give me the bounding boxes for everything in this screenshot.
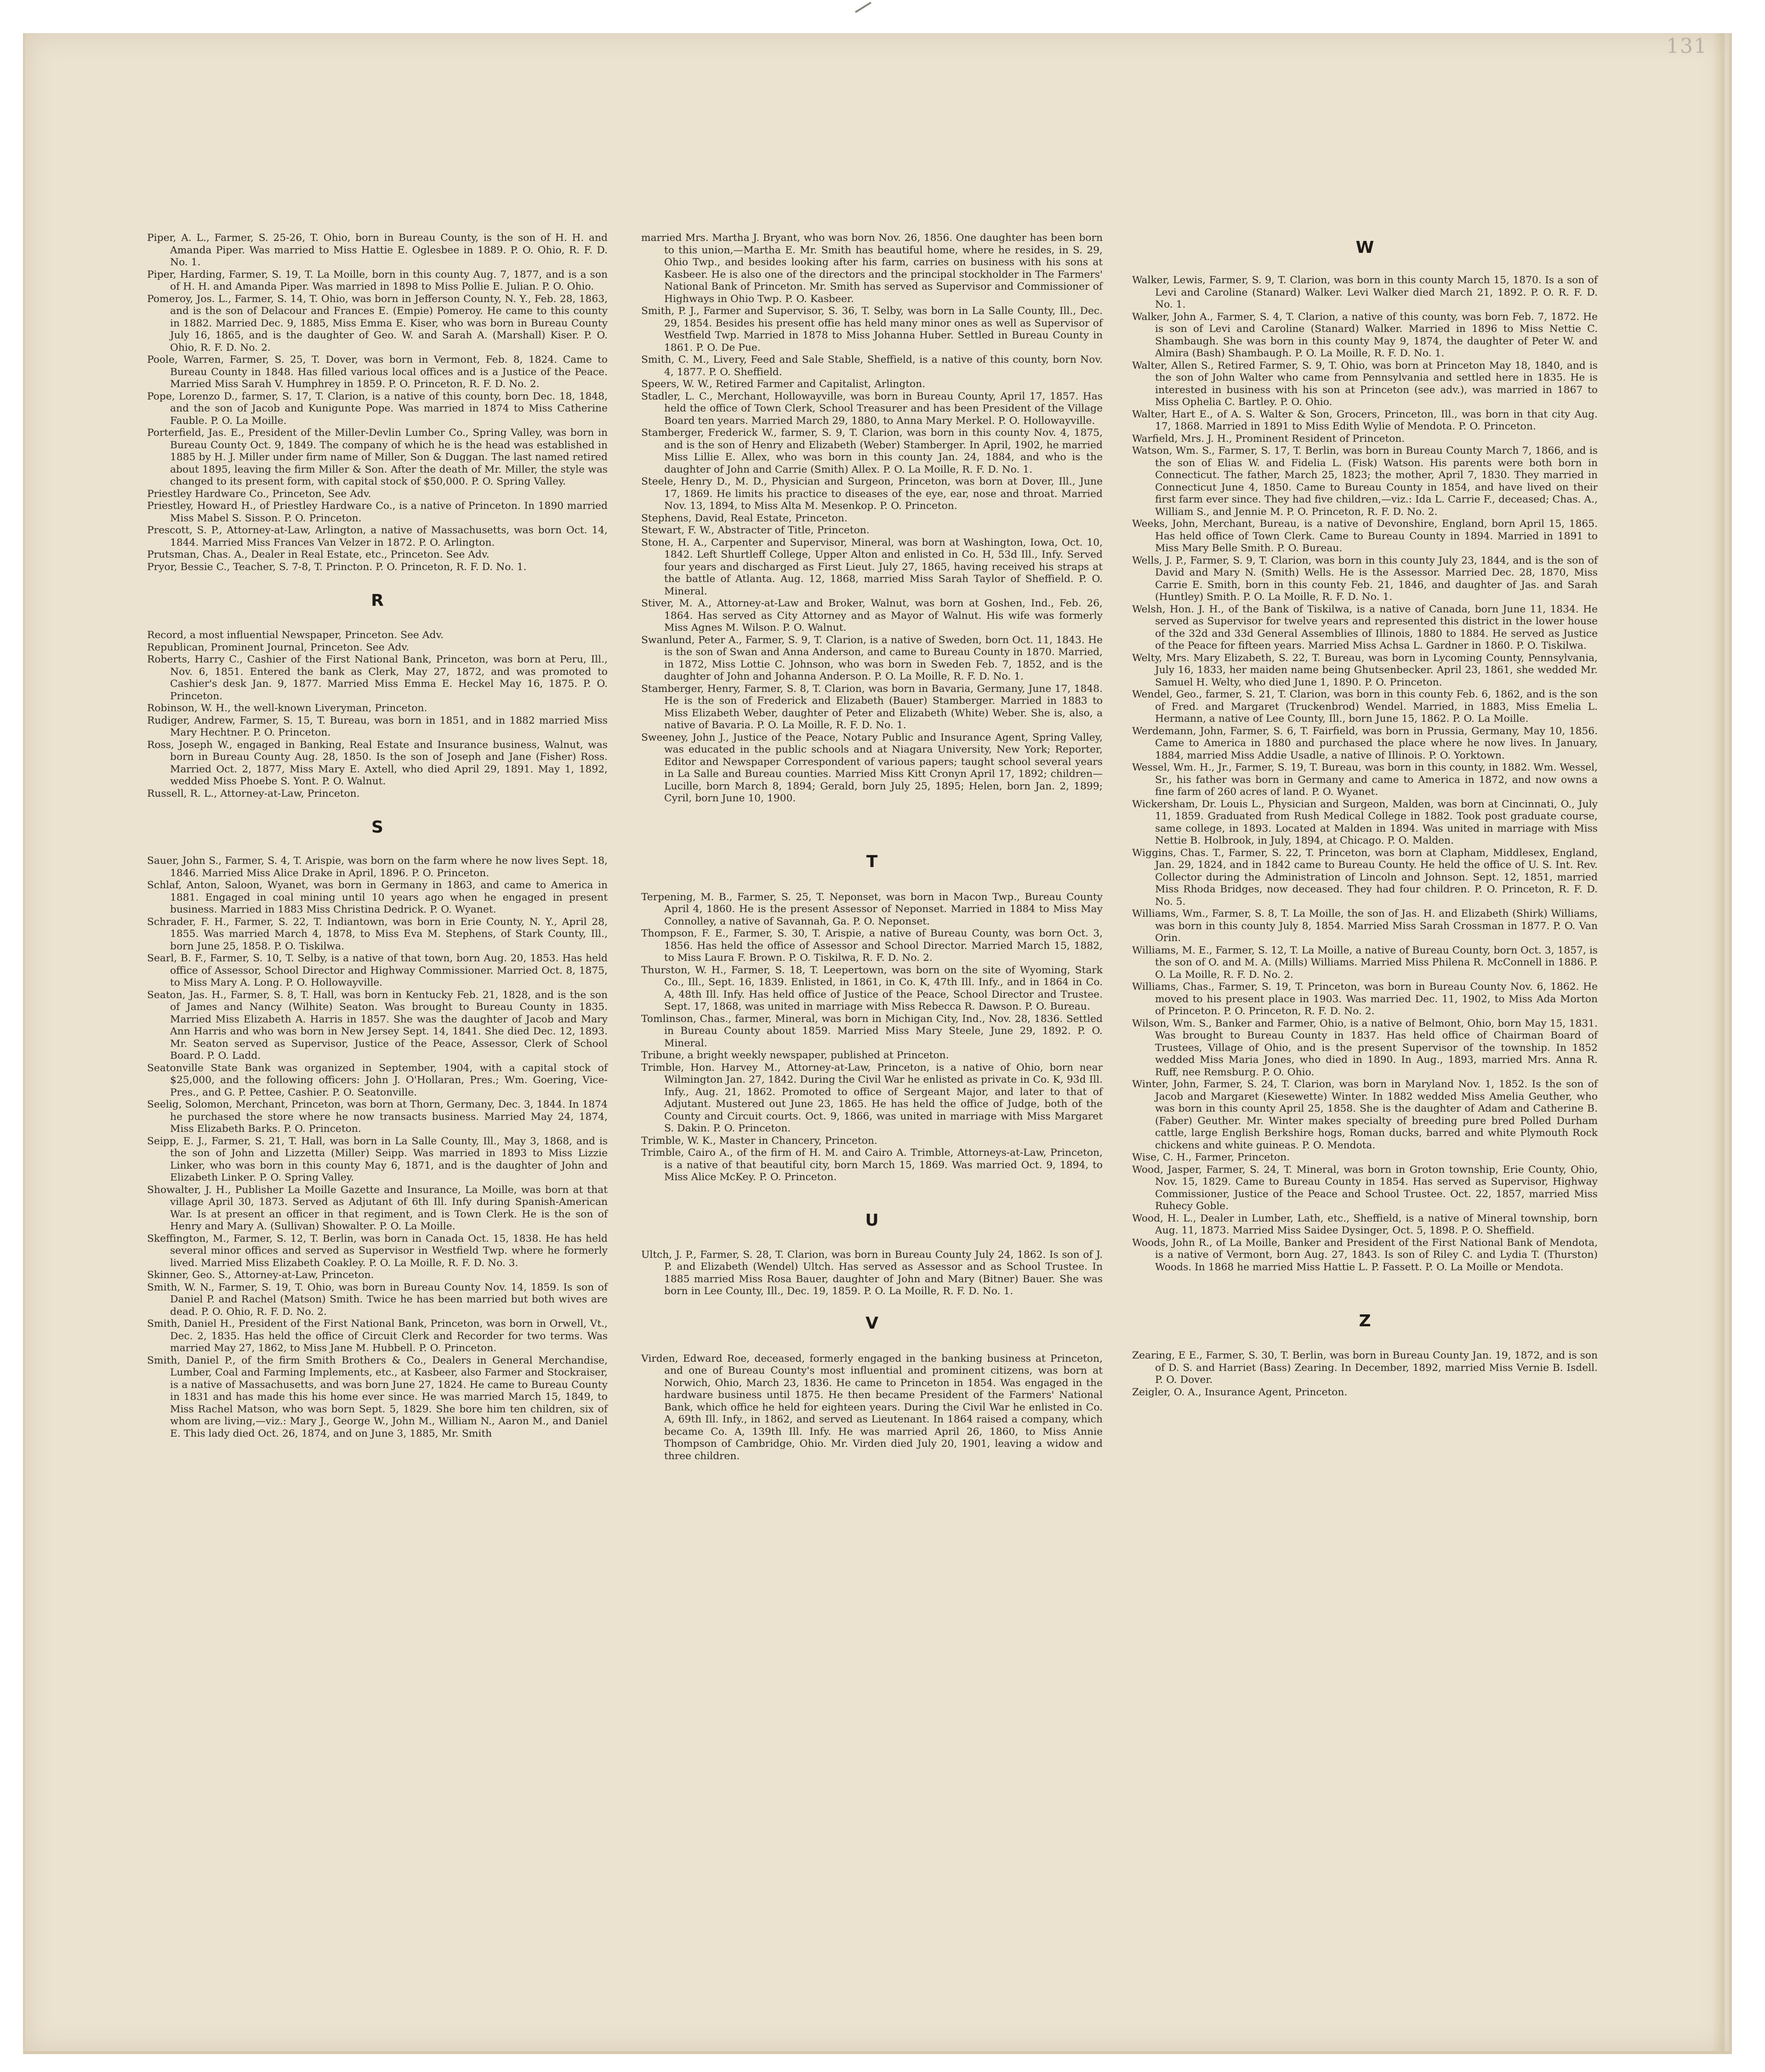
directory-entry: Wood, H. L., Dealer in Lumber, Lath, etc., Sheffield, is a native of Mineral township, born Aug. 11, 1873. Married Miss Saidee Dysinger, Oct. 5, 1898. P. O. Sheffield. (1132, 1212, 1598, 1236)
directory-entry: Schlaf, Anton, Saloon, Wyanet, was born in Germany in 1863, and came to America in 1881. Engaged in coal mining until 10 years ago when he engaged in present business. Married in 1883 Miss Christina Dedrick. P. O. Wyanet. (147, 879, 608, 915)
directory-entry: Welsh, Hon. J. H., of the Bank of Tiskilwa, is a native of Canada, born June 11, 1834. He served as Supervisor for twelve years and represented this district in the lower house of the 32d and 33d General Assemblies of Illinois, 1880 to 1884. He served as Justice of the Peace for fifteen years. Married Miss Achsa L. Gardner in 1860. P. O. Tiskilwa. (1132, 603, 1598, 651)
directory-entry: Searl, B. F., Farmer, S. 10, T. Selby, is a native of that town, born Aug. 20, 1853. Has held office of Assessor, School Director and Highway Commissioner. Married Oct. 8, 1875, to Miss Mary A. Long. P. O. Hollowayville. (147, 953, 608, 988)
directory-entry: Wickersham, Dr. Louis L., Physician and Surgeon, Malden, was born at Cincinnati, O., July 11, 1859. Graduated from Rush Medical College in 1882. Took post graduate course, same college, in 1893. Located at Malden in 1894. Was united in marriage with Miss Nettie B. Holbrook, in July, 1894, at Chicago. P. O. Malden. (1132, 798, 1598, 846)
directory-entry: Schrader, F. H., Farmer, S. 22, T. Indiantown, was born in Erie County, N. Y., April 28, 1855. Was married March 4, 1878, to Miss Eva M. Stephens, of Stark County, Ill., born June 25, 1858. P. O. Tiskilwa. (147, 916, 608, 952)
directory-entry: Zearing, E E., Farmer, S. 30, T. Berlin, was born in Bureau County Jan. 19, 1872, and is son of D. S. and Harriet (Bass) Zearing. In December, 1892, married Miss Vernie B. Isdell. P. O. Dover. (1132, 1350, 1598, 1386)
directory-entry: Williams, M. E., Farmer, S. 12, T. La Moille, a native of Bureau County, born Oct. 3, 1857, is the son of O. and M. A. (Mills) Williams. Married Miss Philena R. McConnell in 1886. P. O. La Moille, R. F. D. No. 2. (1132, 944, 1598, 981)
directory-entry: Sauer, John S., Farmer, S. 4, T. Arispie, was born on the farm where he now lives Sept. 18, 1846. Married Miss Alice Drake in April, 1896. P. O. Princeton. (147, 855, 608, 879)
directory-entry: Wendel, Geo., farmer, S. 21, T. Clarion, was born in this county Feb. 6, 1862, and is the son of Fred. and Margaret (Truckenbrod) Wendel. Married, in 1883, Miss Emelia L. Hermann, a native of Lee County, Ill., born June 15, 1862. P. O. La Moille. (1132, 689, 1598, 725)
directory-entry: Republican, Prominent Journal, Princeton. See Adv. (147, 641, 409, 653)
section-heading-s: S (371, 818, 383, 837)
section-heading-z: Z (1359, 1312, 1371, 1330)
directory-entry: Thompson, F. E., Farmer, S. 30, T. Arispie, a native of Bureau County, was born Oct. 3, 1856. Has held the office of Assessor and School Director. Married March 15, 1882, to Miss Laura F. Brown. P. O. Tiskilwa, R. F. D. No. 2. (641, 928, 1103, 964)
directory-entry: Speers, W. W., Retired Farmer and Capitalist, Arlington. (641, 378, 926, 390)
directory-entry: Stadler, L. C., Merchant, Hollowayville, was born in Bureau County, April 17, 1857. Has held the office of Town Clerk, School Treasurer and has been President of the Village Board ten years. Married March 29, 1880, to Anna Mary Merkel. P. O. Hollowayville. (641, 390, 1103, 427)
directory-entry: Skeffington, M., Farmer, S. 12, T. Berlin, was born in Canada Oct. 15, 1838. He has held several minor offices and served as Supervisor in Westfield Twp. where he formerly lived. Married Miss Elizabeth Coakley. P. O. La Moille, R. F. D. No. 3. (147, 1233, 608, 1269)
directory-entry: Virden, Edward Roe, deceased, formerly engaged in the banking business at Princeton, and one of Bureau County's most influential and prominent citizens, was born at Norwich, Ohio, March 23, 1836. He came to Princeton in 1854. Was engaged in the hardware business until 1875. He then became President of the Farmers' National Bank, which office he held for eighteen years. During the Civil War he enlisted in Co. A, 69th Ill. Infy., in 1862, and served as Lieutenant. In 1864 raised a company, which became Co. A, 139th Ill. Infy. He was married April 26, 1860, to Miss Annie Thompson of Cambridge, Ohio. Mr. Virden died July 20, 1901, leaving a widow and three children. (641, 1353, 1103, 1462)
column-1 (147, 232, 608, 1440)
directory-entry: Weeks, John, Merchant, Bureau, is a native of Devonshire, England, born April 15, 1865. Has held office of Town Clerk. Came to Bureau County in 1894. Married in 1891 to Miss Mary Belle Smith. P. O. Bureau. (1132, 518, 1598, 554)
directory-entry: Prutsman, Chas. A., Dealer in Real Estate, etc., Princeton. See Adv. (147, 549, 490, 560)
directory-entry: Werdemann, John, Farmer, S. 6, T. Fairfield, was born in Prussia, Germany, May 10, 1856. Came to America in 1880 and purchased the place where he now lives. In January, 1884, married Miss Addie Usadle, a native of Illinois. P. O. Yorktown. (1132, 725, 1598, 761)
directory-entry: Watson, Wm. S., Farmer, S. 17, T. Berlin, was born in Bureau County March 7, 1866, and is the son of Elias W. and Fidelia L. (Fisk) Watson. His parents were both born in Connecticut. The father, March 25, 1823; the mother, April 7, 1830. They married in Connecticut June 4, 1850. Came to Bureau County in 1854, and have lived on their first farm ever since. They had five children,—viz.: Ida L. Carrie F., deceased; Chas. A., William S., and Jennie M. P. O. Princeton, R. F. D. No. 2. (1132, 445, 1598, 518)
directory-entry: Thurston, W. H., Farmer, S. 18, T. Leepertown, was born on the site of Wyoming, Stark Co., Ill., Sept. 16, 1839. Enlisted, in 1861, in Co. K, 47th Ill. Infy., and in 1864 in Co. A, 48th Ill. Infy. Has held office of Justice of the Peace, School Director and Trustee. Sept. 17, 1868, was united in marriage with Miss Rebecca R. Dawson. P. O. Bureau. (641, 964, 1103, 1012)
directory-entry: Pryor, Bessie C., Teacher, S. 7-8, T. Princton. P. O. Princeton, R. F. D. No. 1. (147, 561, 527, 573)
directory-entry: Stamberger, Frederick W., farmer, S. 9, T. Clarion, was born in this county Nov. 4, 1875, and is the son of Henry and Elizabeth (Weber) Stamberger. In April, 1902, he married Miss Lillie E. Allex, who was born in this county Jan. 24, 1884, and who is the daughter of John and Carrie (Smith) Allex. P. O. La Moille, R. F. D. No. 1. (641, 427, 1103, 475)
entries-p (147, 232, 608, 573)
directory-entry: Roberts, Harry C., Cashier of the First National Bank, Princeton, was born at Peru, Ill., Nov. 6, 1851. Entered the bank as Clerk, May 27, 1872, and was promoted to Cashier's desk Jan. 9, 1877. Married Miss Emma E. Heckel May 16, 1875. P. O. Princeton. (147, 654, 608, 702)
directory-entry: Wise, C. H., Farmer, Princeton. (1132, 1152, 1290, 1163)
directory-entry: Trimble, Cairo A., of the firm of H. M. and Cairo A. Trimble, Attorneys-at-Law, Princeton, is a native of that beautiful city, born March 15, 1869. Was married Oct. 9, 1894, to Miss Alice McKey. P. O. Princeton. (641, 1147, 1103, 1183)
directory-entry: Pomeroy, Jos. L., Farmer, S. 14, T. Ohio, was born in Jefferson County, N. Y., Feb. 28, 1863, and is the son of Delacour and Frances E. (Empie) Pomeroy. He came to this county in 1882. Married Dec. 9, 1885, Miss Emma E. Kiser, who was born in Bureau County July 16, 1865, and is the daughter of Geo. W. and Sarah A. (Marshall) Kiser. P. O. Ohio, R. F. D. No. 2. (147, 293, 608, 354)
page-number: 131 (1666, 34, 1708, 58)
directory-entry: Priestley Hardware Co., Princeton, See Adv. (147, 488, 371, 500)
directory-entry: Stamberger, Henry, Farmer, S. 8, T. Clarion, was born in Bavaria, Germany, June 17, 1848. He is the son of Frederick and Elizabeth (Bauer) Stamberger. Married in 1883 to Miss Elizabeth Weber, daughter of Peter and Elizabeth (White) Weber. She is, also, a native of Bavaria. P. O. La Moille, R. F. D. No. 1. (641, 683, 1103, 731)
directory-entry: Priestley, Howard H., of Priestley Hardware Co., is a native of Princeton. In 1890 married Miss Mabel S. Sisson. P. O. Princeton. (147, 500, 608, 524)
directory-entry: Walter, Allen S., Retired Farmer, S. 9, T. Ohio, was born at Princeton May 18, 1840, and is the son of John Walter who came from Pennsylvania and settled here in 1835. He is interested in business with his son at Princeton (see adv.), was married in 1867 to Miss Ophelia C. Bartley. P. O. Ohio. (1132, 360, 1598, 408)
directory-entry: Trimble, Hon. Harvey M., Attorney-at-Law, Princeton, is a native of Ohio, born near Wilmington Jan. 27, 1842. During the Civil War he enlisted as private in Co. K, 93d Ill. Infy., Aug. 21, 1862. Promoted to office of Sergeant Major, and later to that of Adjutant. Mustered out June 23, 1865. He has held the office of Judge, both of the County and Circuit courts. Oct. 9, 1866, was united in marriage with Miss Margaret S. Dakin. P. O. Princeton. (641, 1062, 1103, 1134)
entries-s (147, 855, 608, 1440)
section-heading-w: W (1355, 238, 1374, 257)
directory-entry: Wiggins, Chas. T., Farmer, S. 22, T. Princeton, was born at Clapham, Middlesex, England, Jan. 29, 1824, and in 1842 came to Bureau County. He held the office of U. S. Int. Rev. Collector during the Administration of Lincoln and Johnson. Sept. 12, 1851, married Miss Rhoda Bridges, now deceased. They had four children. P. O. Princeton, R. F. D. No. 5. (1132, 847, 1598, 908)
entries-t (641, 891, 1103, 1184)
directory-entry: Sweeney, John J., Justice of the Peace, Notary Public and Insurance Agent, Spring Valley, was educated in the public schools and at Niagara University, New York; Reporter, Editor and Newspaper Correspondent of various papers; taught school several years in La Salle and Bureau counties. Married Miss Kitt Cronyn April 17, 1892; children—Lucille, born March 8, 1894; Gerald, born July 25, 1895; Helen, born Jan. 2, 1899; Cyril, born June 10, 1900. (641, 731, 1103, 804)
directory-entry: Warfield, Mrs. J. H., Prominent Resident of Princeton. (1132, 433, 1405, 445)
directory-entry: Seipp, E. J., Farmer, S. 21, T. Hall, was born in La Salle County, Ill., May 3, 1868, and is the son of John and Lizzetta (Miller) Seipp. Was married in 1893 to Miss Lizzie Linker, who was born in this county May 6, 1871, and is the daughter of John and Elizabeth Linker. P. O. Spring Valley. (147, 1135, 608, 1183)
directory-entry: Tomlinson, Chas., farmer, Mineral, was born in Michigan City, Ind., Nov. 28, 1836. Settled in Bureau County about 1859. Married Miss Mary Steele, June 29, 1892. P. O. Mineral. (641, 1013, 1103, 1049)
directory-entry: Russell, R. L., Attorney-at-Law, Princeton. (147, 788, 360, 799)
directory-entry: Winter, John, Farmer, S. 24, T. Clarion, was born in Maryland Nov. 1, 1852. Is the son of Jacob and Margaret (Kiesewette) Winter. In 1882 wedded Miss Amelia Geuther, who was born in this county April 25, 1858. She is the daughter of Adam and Catherine B. (Faber) Geuther. Mr. Winter makes specialty of breeding pure bred Polled Durham cattle, large English Berkshire hogs, Roman ducks, barred and white Plymouth Rock chickens and white guineas. P. O. Mendota. (1132, 1079, 1598, 1151)
directory-entry: Stiver, M. A., Attorney-at-Law and Broker, Walnut, was born at Goshen, Ind., Feb. 26, 1864. Has served as City Attorney and as Mayor of Walnut. His wife was formerly Miss Agnes M. Wilson. P. O. Walnut. (641, 598, 1103, 634)
directory-entry: Wessel, Wm. H., Jr., Farmer, S. 19, T. Bureau, was born in this county, in 1882. Wm. Wessel, Sr., his father was born in Germany and came to America in 1872, and now owns a fine farm of 260 acres of land. P. O. Wyanet. (1132, 762, 1598, 798)
directory-entry: married Mrs. Martha J. Bryant, who was born Nov. 26, 1856. One daughter has been born to this union,—Martha E. Mr. Smith has beautiful home, where he resides, in S. 29, Ohio Twp., and besides looking after his farm, carries on business with his sons at Kasbeer. He is also one of the directors and the principal stockholder in The Farmers' National Bank of Princeton. Mr. Smith has served as Supervisor and Commissioner of Highways in Ohio Twp. P. O. Kasbeer. (641, 232, 1103, 305)
directory-entry: Smith, P. J., Farmer and Supervisor, S. 36, T. Selby, was born in La Salle County, Ill., Dec. 29, 1854. Besides his present offie has held many minor ones as well as Supervisor of Westfield Twp. Married in 1878 to Miss Johanna Huber. Settled in Bureau County in 1861. P. O. De Pue. (641, 305, 1103, 354)
column-3 (1132, 232, 1598, 1398)
directory-entry: Swanlund, Peter A., Farmer, S. 9, T. Clarion, is a native of Sweden, born Oct. 11, 1843. He is the son of Swan and Anna Anderson, and came to Bureau County in 1870. Married, in 1872, Miss Lottie C. Johnson, who was born in Sweden Feb. 7, 1852, and is the daughter of John and Johanna Anderson. P. O. La Moille, R. F. D. No. 1. (641, 634, 1103, 682)
section-heading-v: V (865, 1313, 878, 1333)
directory-entry: Walker, Lewis, Farmer, S. 9, T. Clarion, was born in this county March 15, 1870. Is a son of Levi and Caroline (Stanard) Walker. Levi Walker died March 21, 1892. P. O. R. F. D. No. 1. (1132, 274, 1598, 310)
directory-entry: Welty, Mrs. Mary Elizabeth, S. 22, T. Bureau, was born in Lycoming County, Pennsylvania, July 16, 1833, her maiden name being Ghutsenbecker. April 23, 1861, she wedded Mr. Samuel H. Welty, who died June 1, 1890. P. O. Princeton. (1132, 652, 1598, 688)
directory-entry: Zeigler, O. A., Insurance Agent, Princeton. (1132, 1386, 1348, 1398)
section-heading-t: T (866, 852, 878, 871)
directory-entry: Williams, Chas., Farmer, S. 19, T. Princeton, was born in Bureau County Nov. 6, 1862. He moved to his present place in 1903. Was married Dec. 11, 1902, to Miss Ada Morton of Princeton. P. O. Princeton, R. F. D. No. 2. (1132, 981, 1598, 1017)
directory-entry: Ross, Joseph W., engaged in Banking, Real Estate and Insurance business, Walnut, was born in Bureau County Aug. 28, 1850. Is the son of Joseph and Jane (Fisher) Ross. Married Oct. 2, 1877, Miss Mary E. Axtell, who died April 29, 1891. May 1, 1892, wedded Miss Phoebe S. Yont. P. O. Walnut. (147, 739, 608, 787)
directory-entry: Woods, John R., of La Moille, Banker and President of the First National Bank of Mendota, is a native of Vermont, born Aug. 27, 1843. Is son of Riley C. and Lydia T. (Thurston) Woods. In 1868 he married Miss Hattie L. P. Fassett. P. O. La Moille or Mendota. (1132, 1237, 1598, 1273)
entries-z (1132, 1350, 1598, 1398)
directory-entry: Showalter, J. H., Publisher La Moille Gazette and Insurance, La Moille, was born at that village April 30, 1873. Served as Adjutant of 6th Ill. Infy during Spanish-American War. Is at present an officer in that regiment, and is Town Clerk. He is the son of Henry and Mary A. (Sullivan) Showalter. P. O. La Moille. (147, 1184, 608, 1232)
directory-entry: Wilson, Wm. S., Banker and Farmer, Ohio, is a native of Belmont, Ohio, born May 15, 1831. Was brought to Bureau County in 1837. Has held office of Chairman Board of Trustees, Village of Ohio, and is the present Supervisor of the township. In 1852 wedded Miss Maria Jones, who died in 1890. In Aug., 1893, married Mrs. Anna R. Ruff, nee Remsburg. P. O. Ohio. (1132, 1017, 1598, 1078)
section-heading-u: U (865, 1210, 879, 1230)
directory-entry: Wood, Jasper, Farmer, S. 24, T. Mineral, was born in Groton township, Erie County, Ohio, Nov. 15, 1829. Came to Bureau County in 1854. Has served as Supervisor, Highway Commissioner, Justice of the Peace and School Trustee. Oct. 22, 1857, married Miss Ruhecy Goble. (1132, 1164, 1598, 1212)
directory-entry: Porterfield, Jas. E., President of the Miller-Devlin Lumber Co., Spring Valley, was born in Bureau County Oct. 9, 1849. The company of which he is the head was established in 1885 by H. J. Miller under firm name of Miller, Son & Duggan. The last named retired about 1895, leaving the firm Miller & Son. After the death of Mr. Miller, the style was changed to its present form, with capital stock of $50,000. P. O. Spring Valley. (147, 427, 608, 487)
directory-entry: Piper, A. L., Farmer, S. 25-26, T. Ohio, born in Bureau County, is the son of H. H. and Amanda Piper. Was married to Miss Hattie E. Oglesbee in 1889. P. O. Ohio, R. F. D. No. 1. (147, 232, 608, 268)
entries-v (641, 1353, 1103, 1463)
directory-entry: Tribune, a bright weekly newspaper, published at Princeton. (641, 1050, 949, 1061)
entries-w (1132, 274, 1598, 1273)
directory-entry: Smith, Daniel P., of the firm Smith Brothers & Co., Dealers in General Merchandise, Lumber, Coal and Farming Implements, etc., at Kasbeer, also Farmer and Stockraiser, is a native of Massachusetts, and was born June 27, 1824. He came to Bureau County in 1831 and has made this his home ever since. He was married March 15, 1849, to Miss Rachel Matson, who was born Sept. 5, 1829. She bore him ten children, six of whom are living,—viz.: Mary J., George W., John M., William N., Aaron M., and Daniel E. This lady died Oct. 26, 1874, and on June 3, 1885, Mr. Smith (147, 1354, 608, 1439)
entries-s-continued (641, 232, 1103, 805)
directory-entry: Williams, Wm., Farmer, S. 8, T. La Moille, the son of Jas. H. and Elizabeth (Shirk) Williams, was born in this county July 8, 1854. Married Miss Sarah Crossman in 1877. P. O. Van Orin. (1132, 908, 1598, 944)
directory-entry: Wells, J. P., Farmer, S. 9, T. Clarion, was born in this county July 23, 1844, and is the son of David and Mary N. (Smith) Wells. He is the Assessor. Married Dec. 28, 1870, Miss Carrie E. Smith, born in this county Feb. 21, 1846, and daughter of Jas. and Sarah (Huntley) Smith. P. O. La Moille, R. F. D. No. 1. (1132, 554, 1598, 603)
directory-entry: Seatonville State Bank was organized in September, 1904, with a capital stock of $25,000, and the following officers: John J. O'Hollaran, Pres.; Wm. Goering, Vice-Pres., and G. P. Pettee, Cashier. P. O. Seatonville. (147, 1062, 608, 1098)
directory-entry: Skinner, Geo. S., Attorney-at-Law, Princeton. (147, 1269, 374, 1281)
directory-entry: Smith, C. M., Livery, Feed and Sale Stable, Sheffield, is a native of this county, born Nov. 4, 1877. P. O. Sheffield. (641, 354, 1103, 378)
directory-entry: Trimble, W. K., Master in Chancery, Princeton. (641, 1135, 877, 1147)
directory-entry: Smith, Daniel H., President of the First National Bank, Princeton, was born in Orwell, Vt., Dec. 2, 1835. Has held the office of Circuit Clerk and Recorder for two terms. Was married May 27, 1862, to Miss Jane M. Hubbell. P. O. Princeton. (147, 1318, 608, 1354)
directory-entry: Stewart, F. W., Abstracter of Title, Princeton. (641, 525, 870, 536)
directory-entry: Stephens, David, Real Estate, Princeton. (641, 512, 848, 524)
directory-entry: Terpening, M. B., Farmer, S. 25, T. Neponset, was born in Macon Twp., Bureau County April 4, 1860. He is the present Assessor of Neponset. Married in 1884 to Miss May Connolley, a native of Savannah, Ga. P. O. Neponset. (641, 891, 1103, 927)
pencil-mark (855, 2, 871, 13)
directory-entry: Walter, Hart E., of A. S. Walter & Son, Grocers, Princeton, Ill., was born in that city Aug. 17, 1868. Married in 1891 to Miss Edith Wylie of Mendota. P. O. Princeton. (1132, 408, 1598, 432)
directory-entry: Ultch, J. P., Farmer, S. 28, T. Clarion, was born in Bureau County July 24, 1862. Is son of J. P. and Elizabeth (Wendel) Ultch. Has served as Assessor and as School Trustee. In 1885 married Miss Rosa Bauer, daughter of John and Mary (Bitner) Bauer. She was born in Lee County, Ill., Dec. 19, 1859. P. O. La Moille, R. F. D. No. 1. (641, 1249, 1103, 1297)
directory-entry: Rudiger, Andrew, Farmer, S. 15, T. Bureau, was born in 1851, and in 1882 married Miss Mary Hechtner. P. O. Princeton. (147, 714, 608, 738)
directory-entry: Steele, Henry D., M. D., Physician and Surgeon, Princeton, was born at Dover, Ill., June 17, 1869. He limits his practice to diseases of the eye, ear, nose and throat. Married Nov. 13, 1894, to Miss Alta M. Mesenkop. P. O. Princeton. (641, 476, 1103, 512)
directory-entry: Stone, H. A., Carpenter and Supervisor, Mineral, was born at Washington, Iowa, Oct. 10, 1842. Left Shurtleff College, Upper Alton and enlisted in Co. H, 53d Ill., Infy. Served four years and discharged as First Lieut. July 27, 1865, having received his straps at the battle of Atlanta. Aug. 12, 1868, married Miss Sarah Taylor of Sheffield. P. O. Mineral. (641, 537, 1103, 597)
column-2 (641, 232, 1103, 1462)
entries-r (147, 629, 608, 800)
entries-u (641, 1249, 1103, 1298)
directory-entry: Seaton, Jas. H., Farmer, S. 8, T. Hall, was born in Kentucky Feb. 21, 1828, and is the son of James and Nancy (Wilhite) Seaton. Was brought to Bureau County in 1835. Married Miss Elizabeth A. Harris in 1857. She was the daughter of Jacob and Mary Ann Harris and who was born in New Jersey Sept. 14, 1841. She died Dec. 12, 1893. Mr. Seaton served as Supervisor, Justice of the Peace, Assessor, Clerk of School Board. P. O. Ladd. (147, 989, 608, 1062)
directory-entry: Walker, John A., Farmer, S. 4, T. Clarion, a native of this county, was born Feb. 7, 1872. He is son of Levi and Caroline (Stanard) Walker. Married in 1896 to Miss Nettie C. Shambaugh. She was born in this county May 9, 1874, the daughter of Peter W. and Almira (Bash) Shambaugh. P. O. La Moille, R. F. D. No. 1. (1132, 311, 1598, 359)
directory-entry: Smith, W. N., Farmer, S. 19, T. Ohio, was born in Bureau County Nov. 14, 1859. Is son of Daniel P. and Rachel (Matson) Smith. Twice he has been married but both wives are dead. P. O. Ohio, R. F. D. No. 2. (147, 1281, 608, 1318)
directory-entry: Pope, Lorenzo D., farmer, S. 17, T. Clarion, is a native of this county, born Dec. 18, 1848, and the son of Jacob and Kunigunte Pope. Was married in 1874 to Miss Catherine Fauble. P. O. La Moille. (147, 390, 608, 427)
directory-entry: Piper, Harding, Farmer, S. 19, T. La Moille, born in this county Aug. 7, 1877, and is a son of H. H. and Amanda Piper. Was married in 1898 to Miss Pollie E. Julian. P. O. Ohio. (147, 268, 608, 292)
section-heading-r: R (371, 591, 384, 610)
directory-entry: Record, a most influential Newspaper, Princeton. See Adv. (147, 629, 444, 641)
directory-entry: Robinson, W. H., the well-known Liveryman, Princeton. (147, 702, 427, 714)
directory-entry: Seelig, Solomon, Merchant, Princeton, was born at Thorn, Germany, Dec. 3, 1844. In 1874 he purchased the store where he now transacts business. Married May 24, 1874, Miss Elizabeth Barks. P. O. Princeton. (147, 1099, 608, 1135)
directory-entry: Prescott, S. P., Attorney-at-Law, Arlington, a native of Massachusetts, was born Oct. 14, 1844. Married Miss Frances Van Velzer in 1872. P. O. Arlington. (147, 525, 608, 548)
directory-entry: Poole, Warren, Farmer, S. 25, T. Dover, was born in Vermont, Feb. 8, 1824. Came to Bureau County in 1848. Has filled various local offices and is a Justice of the Peace. Married Miss Sarah V. Humphrey in 1859. P. O. Princeton, R. F. D. No. 2. (147, 354, 608, 390)
